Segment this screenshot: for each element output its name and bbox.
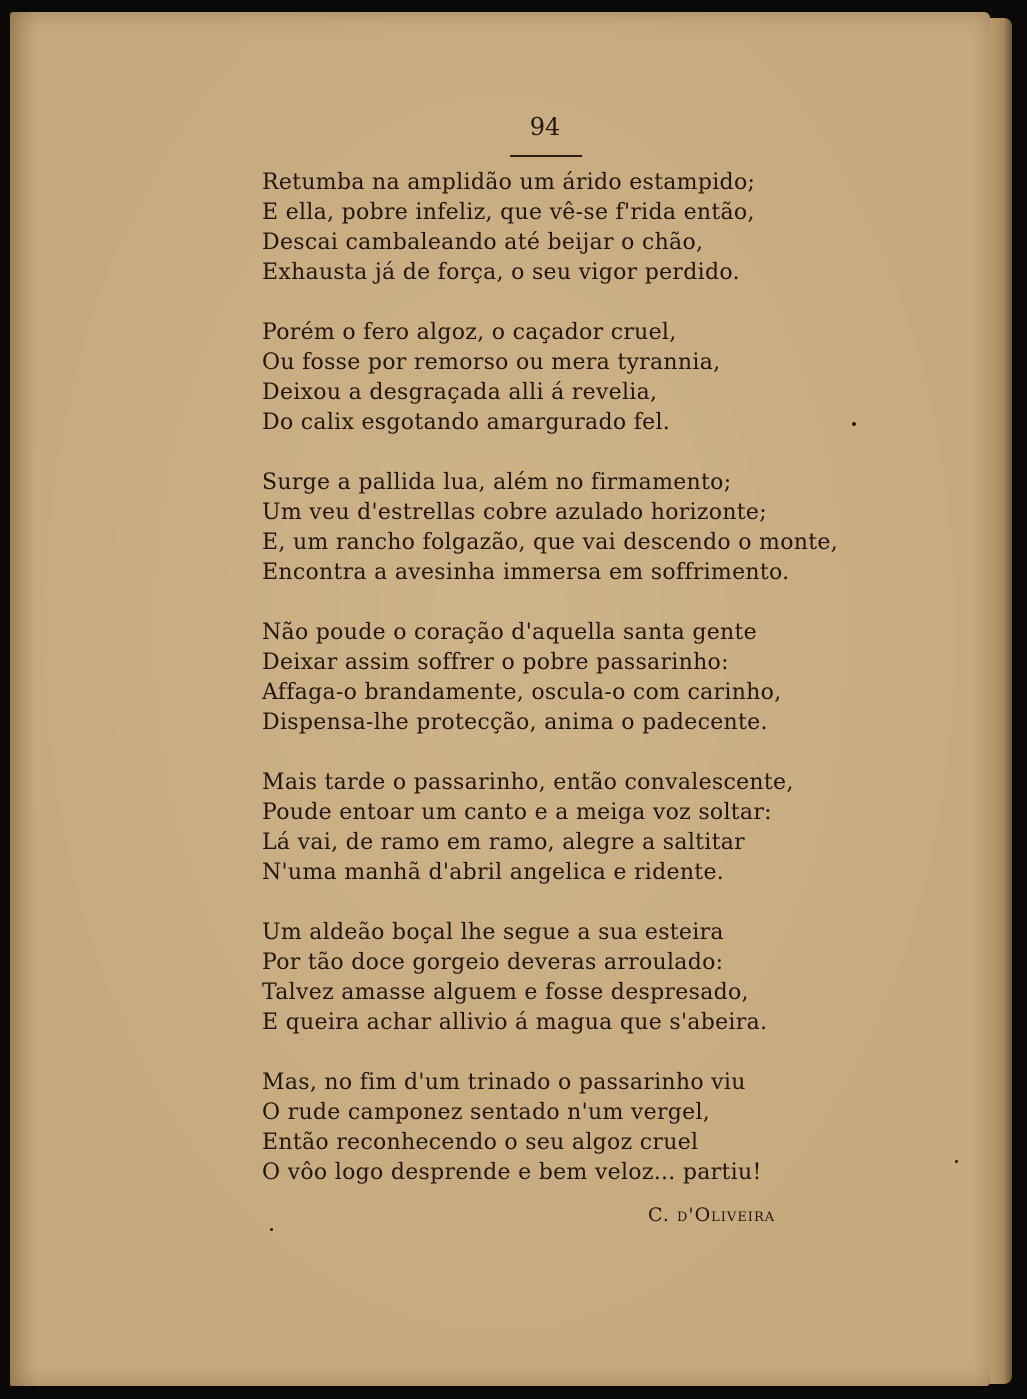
verse-line: N'uma manhã d'abril angelica e ridente. bbox=[262, 860, 725, 885]
stanza-5 bbox=[262, 768, 862, 888]
verse-line: Mais tarde o passarinho, então convalescente, bbox=[262, 770, 794, 795]
author-signature: C. d'Oliveira bbox=[648, 1204, 776, 1226]
page-number: 94 bbox=[529, 113, 561, 141]
verse-line: Affaga-o brandamente, oscula-o com carinho, bbox=[262, 680, 782, 705]
verse-line: E ella, pobre infeliz, que vê-se f'rida então, bbox=[262, 200, 755, 225]
verse-line: E queira achar allivio á magua que s'abeira. bbox=[262, 1010, 768, 1035]
verse-line: Deixar assim soffrer o pobre passarinho: bbox=[262, 650, 729, 675]
verse-line: Um veu d'estrellas cobre azulado horizonte; bbox=[262, 500, 767, 525]
stanza-3 bbox=[262, 468, 862, 588]
verse-line: Lá vai, de ramo em ramo, alegre a saltitar bbox=[262, 830, 745, 855]
verse-line: Ou fosse por remorso ou mera tyrannia, bbox=[262, 350, 721, 375]
verse-line: Exhausta já de força, o seu vigor perdido. bbox=[262, 260, 740, 285]
stanza-2 bbox=[262, 318, 862, 438]
page-edge bbox=[990, 18, 1012, 1384]
verse-line: Do calix esgotando amargurado fel. bbox=[262, 410, 671, 435]
stanza-6 bbox=[262, 918, 862, 1038]
verse-line: Deixou a desgraçada alli á revelia, bbox=[262, 380, 658, 405]
verse-line: Retumba na amplidão um árido estampido; bbox=[262, 170, 756, 195]
stanza-1 bbox=[262, 168, 862, 288]
verse-line: Um aldeão boçal lhe segue a sua esteira bbox=[262, 920, 724, 945]
verse-line: Por tão doce gorgeio deveras arroulado: bbox=[262, 950, 724, 975]
header-rule bbox=[510, 155, 582, 157]
verse-line: O rude camponez sentado n'um vergel, bbox=[262, 1100, 711, 1125]
verse-line: Descai cambaleando até beijar o chão, bbox=[262, 230, 704, 255]
verse-line: Surge a pallida lua, além no firmamento; bbox=[262, 470, 732, 495]
verse-line: O vôo logo desprende e bem veloz... partiu! bbox=[262, 1160, 762, 1185]
verse-line: Então reconhecendo o seu algoz cruel bbox=[262, 1130, 699, 1155]
stanza-7 bbox=[262, 1068, 862, 1188]
verse-line: Encontra a avesinha immersa em soffrimento. bbox=[262, 560, 790, 585]
ink-speck bbox=[270, 1228, 273, 1231]
verse-line: Porém o fero algoz, o caçador cruel, bbox=[262, 320, 677, 345]
verse-line: E, um rancho folgazão, que vai descendo o monte, bbox=[262, 530, 838, 555]
verse-line: Não poude o coração d'aquella santa gente bbox=[262, 620, 757, 645]
poem bbox=[262, 168, 862, 1218]
ink-speck bbox=[955, 1160, 958, 1163]
ink-speck bbox=[852, 422, 856, 426]
verse-line: Poude entoar um canto e a meiga voz soltar: bbox=[262, 800, 772, 825]
verse-line: Mas, no fim d'um trinado o passarinho viu bbox=[262, 1070, 746, 1095]
verse-line: Dispensa-lhe protecção, anima o padecente. bbox=[262, 710, 768, 735]
stanza-4 bbox=[262, 618, 862, 738]
verse-line: Talvez amasse alguem e fosse despresado, bbox=[262, 980, 749, 1005]
